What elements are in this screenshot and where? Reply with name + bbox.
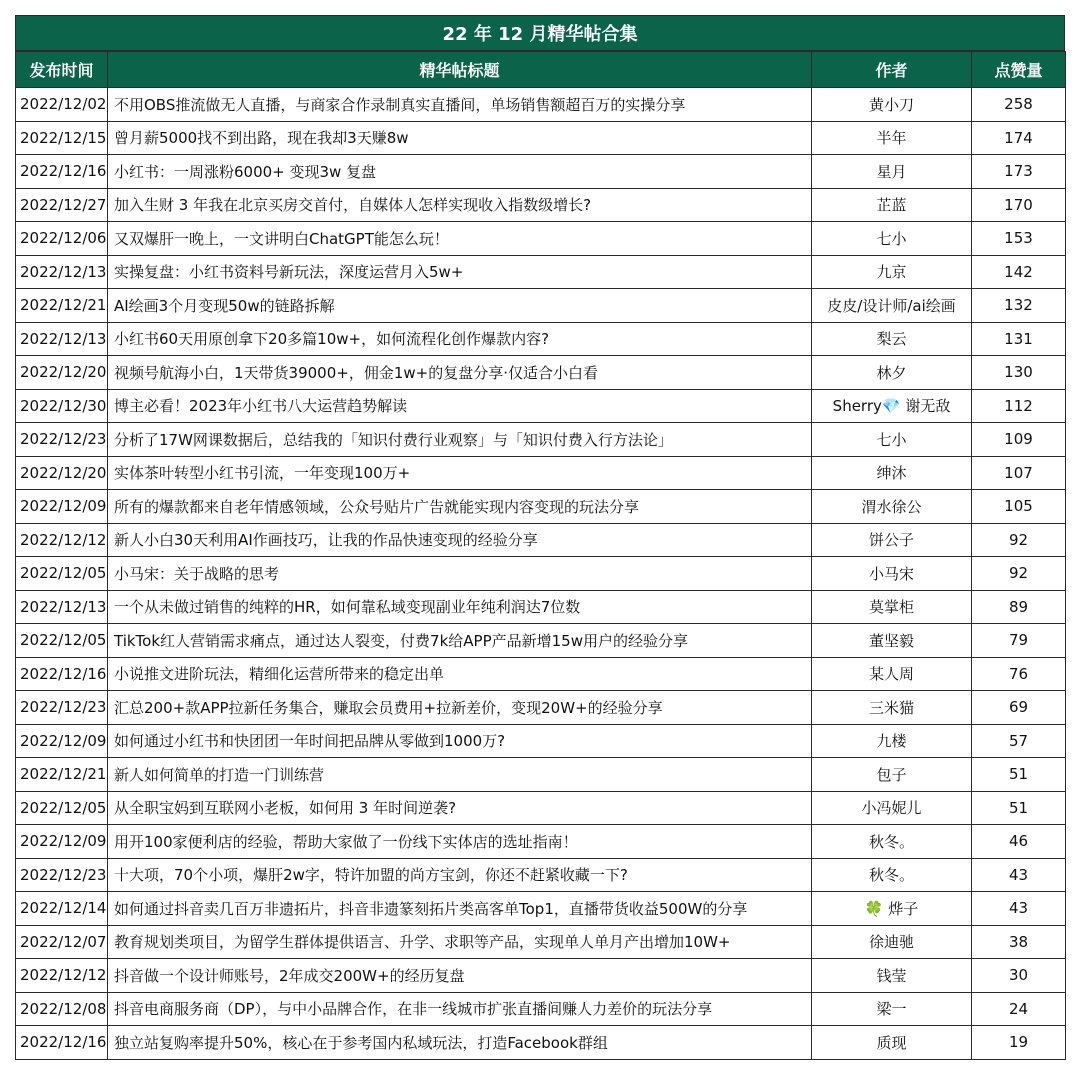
- cell-likes: 51: [972, 758, 1066, 792]
- column-header-likes: 点赞量: [972, 52, 1066, 88]
- cell-likes: 107: [972, 456, 1066, 490]
- cell-likes: 105: [972, 490, 1066, 524]
- cell-date: 2022/12/21: [16, 289, 108, 323]
- cell-author: 质现: [812, 1026, 972, 1060]
- cell-likes: 132: [972, 289, 1066, 323]
- table-row: [16, 724, 1066, 758]
- table-row: [16, 188, 1066, 222]
- table-row: [16, 858, 1066, 892]
- cell-title: 分析了17W网课数据后，总结我的「知识付费行业观察」与「知识付费入行方法论」: [108, 423, 812, 457]
- cell-date: 2022/12/16: [16, 155, 108, 189]
- cell-author: 芷蓝: [812, 188, 972, 222]
- table-row: [16, 155, 1066, 189]
- cell-author: 绅沐: [812, 456, 972, 490]
- cell-date: 2022/12/09: [16, 490, 108, 524]
- cell-title: 新人小白30天利用AI作画技巧，让我的作品快速变现的经验分享: [108, 523, 812, 557]
- cell-title: 小红书60天用原创拿下20多篇10w+，如何流程化创作爆款内容?: [108, 322, 812, 356]
- cell-title: 从全职宝妈到互联网小老板，如何用 3 年时间逆袭?: [108, 791, 812, 825]
- cell-title: 抖音做一个设计师账号，2年成交200W+的经历复盘: [108, 959, 812, 993]
- table-row: [16, 121, 1066, 155]
- table-row: [16, 791, 1066, 825]
- cell-likes: 43: [972, 892, 1066, 926]
- cell-likes: 30: [972, 959, 1066, 993]
- cell-likes: 43: [972, 858, 1066, 892]
- cell-date: 2022/12/16: [16, 1026, 108, 1060]
- table-row: [16, 557, 1066, 591]
- cell-likes: 69: [972, 691, 1066, 725]
- cell-likes: 258: [972, 88, 1066, 122]
- cell-author: 🍀 烨子: [812, 892, 972, 926]
- cell-likes: 142: [972, 255, 1066, 289]
- cell-date: 2022/12/27: [16, 188, 108, 222]
- cell-title: 不用OBS推流做无人直播，与商家合作录制真实直播间，单场销售额超百万的实操分享: [108, 88, 812, 122]
- cell-author: 莫掌柜: [812, 590, 972, 624]
- table-row: [16, 590, 1066, 624]
- cell-author: 九京: [812, 255, 972, 289]
- cell-likes: 130: [972, 356, 1066, 390]
- cell-title: 汇总200+款APP拉新任务集合，赚取会员费用+拉新差价，变现20W+的经验分享: [108, 691, 812, 725]
- cell-author: 包子: [812, 758, 972, 792]
- cell-date: 2022/12/05: [16, 791, 108, 825]
- cell-date: 2022/12/13: [16, 322, 108, 356]
- cell-author: 七小: [812, 222, 972, 256]
- cell-title: 抖音电商服务商（DP），与中小品牌合作，在非一线城市扩张直播间赚人力差价的玩法分享: [108, 992, 812, 1026]
- cell-author: 七小: [812, 423, 972, 457]
- cell-title: 小马宋：关于战略的思考: [108, 557, 812, 591]
- cell-author: 九楼: [812, 724, 972, 758]
- table-row: [16, 88, 1066, 122]
- cell-likes: 24: [972, 992, 1066, 1026]
- cell-likes: 112: [972, 389, 1066, 423]
- cell-date: 2022/12/05: [16, 557, 108, 591]
- table-row: [16, 892, 1066, 926]
- table-body: [16, 88, 1066, 1060]
- cell-author: 半年: [812, 121, 972, 155]
- table-row: [16, 222, 1066, 256]
- cell-likes: 38: [972, 925, 1066, 959]
- cell-date: 2022/12/12: [16, 523, 108, 557]
- spreadsheet: [15, 15, 1065, 1060]
- cell-title: 小说推文进阶玩法，精细化运营所带来的稳定出单: [108, 657, 812, 691]
- sheet-title: 22 年 12 月精华帖合集: [15, 15, 1065, 51]
- cell-author: 梁一: [812, 992, 972, 1026]
- table-row: [16, 657, 1066, 691]
- cell-author: 饼公子: [812, 523, 972, 557]
- table-row: [16, 389, 1066, 423]
- cell-likes: 153: [972, 222, 1066, 256]
- cell-date: 2022/12/16: [16, 657, 108, 691]
- cell-date: 2022/12/02: [16, 88, 108, 122]
- cell-title: 曾月薪5000找不到出路，现在我却3天赚8w: [108, 121, 812, 155]
- cell-title: 独立站复购率提升50%，核心在于参考国内私域玩法，打造Facebook群组: [108, 1026, 812, 1060]
- table-row: [16, 825, 1066, 859]
- cell-author: 梨云: [812, 322, 972, 356]
- cell-author: 某人周: [812, 657, 972, 691]
- column-header-title: 精华帖标题: [108, 52, 812, 88]
- header-row: [16, 52, 1066, 88]
- cell-author: 钱莹: [812, 959, 972, 993]
- table-row: [16, 356, 1066, 390]
- cell-title: 如何通过小红书和快团团一年时间把品牌从零做到1000万?: [108, 724, 812, 758]
- cell-title: 视频号航海小白，1天带货39000+，佣金1w+的复盘分享·仅适合小白看: [108, 356, 812, 390]
- cell-date: 2022/12/09: [16, 724, 108, 758]
- cell-date: 2022/12/20: [16, 356, 108, 390]
- cell-date: 2022/12/12: [16, 959, 108, 993]
- table-row: [16, 691, 1066, 725]
- table-row: [16, 289, 1066, 323]
- cell-author: 黄小刀: [812, 88, 972, 122]
- table-row: [16, 423, 1066, 457]
- cell-title: 新人如何简单的打造一门训练营: [108, 758, 812, 792]
- table-row: [16, 992, 1066, 1026]
- cell-title: 小红书：一周涨粉6000+ 变现3w 复盘: [108, 155, 812, 189]
- cell-likes: 57: [972, 724, 1066, 758]
- cell-author: 秋冬。: [812, 825, 972, 859]
- table-row: [16, 322, 1066, 356]
- cell-date: 2022/12/07: [16, 925, 108, 959]
- cell-date: 2022/12/20: [16, 456, 108, 490]
- cell-author: 董坚毅: [812, 624, 972, 658]
- cell-likes: 19: [972, 1026, 1066, 1060]
- cell-author: 三米猫: [812, 691, 972, 725]
- cell-title: 一个从未做过销售的纯粹的HR，如何靠私域变现副业年纯利润达7位数: [108, 590, 812, 624]
- cell-author: 小冯妮儿: [812, 791, 972, 825]
- table-row: [16, 959, 1066, 993]
- cell-date: 2022/12/15: [16, 121, 108, 155]
- table-row: [16, 925, 1066, 959]
- cell-likes: 76: [972, 657, 1066, 691]
- table-row: [16, 456, 1066, 490]
- cell-date: 2022/12/14: [16, 892, 108, 926]
- cell-likes: 46: [972, 825, 1066, 859]
- cell-likes: 170: [972, 188, 1066, 222]
- cell-date: 2022/12/23: [16, 691, 108, 725]
- cell-date: 2022/12/23: [16, 423, 108, 457]
- cell-title: TikTok红人营销需求痛点，通过达人裂变，付费7k给APP产品新增15w用户的经验分享: [108, 624, 812, 658]
- table-row: [16, 1026, 1066, 1060]
- table-row: [16, 624, 1066, 658]
- column-header-date: 发布时间: [16, 52, 108, 88]
- posts-table: [15, 51, 1066, 1060]
- cell-title: 实体茶叶转型小红书引流，一年变现100万+: [108, 456, 812, 490]
- cell-author: 星月: [812, 155, 972, 189]
- cell-title: 用开100家便利店的经验，帮助大家做了一份线下实体店的选址指南！: [108, 825, 812, 859]
- cell-likes: 109: [972, 423, 1066, 457]
- cell-date: 2022/12/08: [16, 992, 108, 1026]
- cell-likes: 89: [972, 590, 1066, 624]
- cell-date: 2022/12/30: [16, 389, 108, 423]
- cell-title: 博主必看！2023年小红书八大运营趋势解读: [108, 389, 812, 423]
- column-header-author: 作者: [812, 52, 972, 88]
- cell-date: 2022/12/23: [16, 858, 108, 892]
- cell-title: 教育规划类项目，为留学生群体提供语言、升学、求职等产品，实现单人单月产出增加10W+: [108, 925, 812, 959]
- cell-author: 秋冬。: [812, 858, 972, 892]
- cell-likes: 173: [972, 155, 1066, 189]
- table-row: [16, 255, 1066, 289]
- cell-author: 渭水徐公: [812, 490, 972, 524]
- cell-title: 如何通过抖音卖几百万非遗拓片，抖音非遗篆刻拓片类高客单Top1，直播带货收益500W的分享: [108, 892, 812, 926]
- cell-author: Sherry💎 谢无敌: [812, 389, 972, 423]
- cell-date: 2022/12/13: [16, 255, 108, 289]
- cell-likes: 174: [972, 121, 1066, 155]
- cell-title: 所有的爆款都来自老年情感领域，公众号贴片广告就能实现内容变现的玩法分享: [108, 490, 812, 524]
- cell-author: 徐迪驰: [812, 925, 972, 959]
- cell-title: AI绘画3个月变现50w的链路拆解: [108, 289, 812, 323]
- cell-title: 加入生财 3 年我在北京买房交首付，自媒体人怎样实现收入指数级增长?: [108, 188, 812, 222]
- cell-date: 2022/12/06: [16, 222, 108, 256]
- cell-likes: 79: [972, 624, 1066, 658]
- cell-likes: 131: [972, 322, 1066, 356]
- cell-author: 皮皮/设计师/ai绘画: [812, 289, 972, 323]
- cell-title: 十大项，70个小项，爆肝2w字，特许加盟的尚方宝剑，你还不赶紧收藏一下?: [108, 858, 812, 892]
- table-row: [16, 490, 1066, 524]
- cell-date: 2022/12/05: [16, 624, 108, 658]
- table-row: [16, 523, 1066, 557]
- cell-author: 林夕: [812, 356, 972, 390]
- cell-date: 2022/12/09: [16, 825, 108, 859]
- cell-title: 实操复盘：小红书资料号新玩法，深度运营月入5w+: [108, 255, 812, 289]
- cell-likes: 51: [972, 791, 1066, 825]
- cell-title: 又双爆肝一晚上，一文讲明白ChatGPT能怎么玩！: [108, 222, 812, 256]
- cell-date: 2022/12/21: [16, 758, 108, 792]
- cell-likes: 92: [972, 557, 1066, 591]
- table-row: [16, 758, 1066, 792]
- cell-date: 2022/12/13: [16, 590, 108, 624]
- cell-likes: 92: [972, 523, 1066, 557]
- cell-author: 小马宋: [812, 557, 972, 591]
